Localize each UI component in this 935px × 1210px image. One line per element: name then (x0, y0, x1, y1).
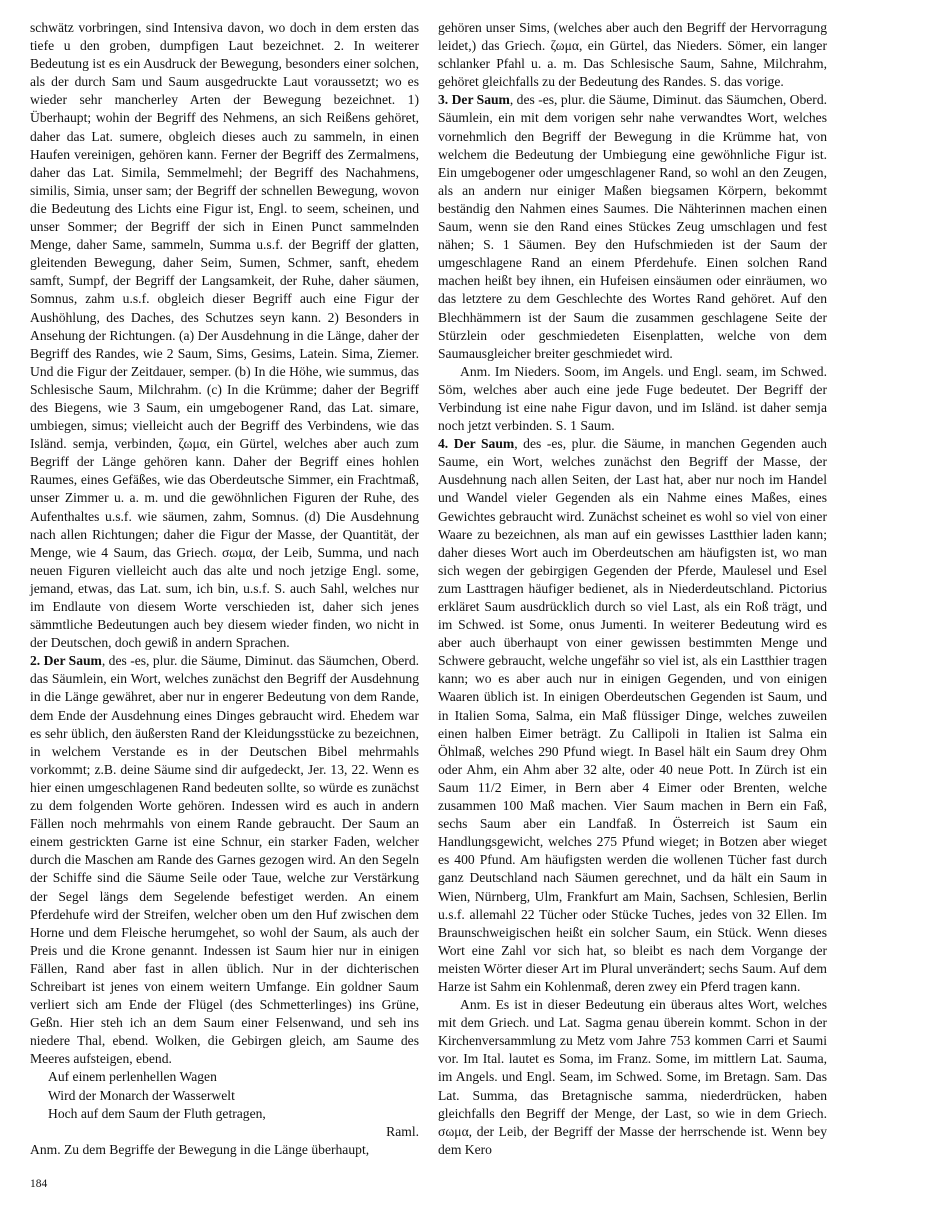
entry-note: Anm. Zu dem Begriffe der Bewegung in die Länge überhaupt, (30, 1141, 370, 1157)
verse-attribution: Raml. (386, 1123, 419, 1139)
entry-note: Anm. Es ist in dieser Bedeutung ein überaus altes Wort, welches mit dem Griech. und Lat. Sagma genau überein kommt. Schon in der Kirchenversammlung zu Metz vom Jahre 753 kommen Carri et Saumi vor. Im Ital. lautet es Soma, im Franz. Some, im mittlern Lat. Sauma, im Angels. und Engl. Seam, im Schwed. Some, im Bretagn. Sam. Das Lat. Summa, das Bretagnische samma, niederdrücken, haben gleichfalls den Begriff der Menge, der Last, so wie in dem Griech. σωμα, der Leib, der Begriff der Masse der herrschende ist. Wenn bey dem Kero (438, 997, 827, 1157)
entry-text: die Säume, in manchen Gegenden auch Saume, ein Wort, welches zunächst den Begriff der Masse, der Ausdehnung nach allen Seiten, der Last hat, aber nur noch im Handel und Wandel vieler Gegenden als ein Nahme eines Maßes, eines Gewichtes gebraucht wird. Zunächst scheinet es wohl so viel von einer Waare zu bezeichnen, als man auf ein gewisses Lastthier laden kann; daher dieses Wort auch im Oberdeutschen am häufigsten ist, wo man sich wegen der gebirgigen Gegenden der Pferde, Maulesel und Esel zum Lasttragen häufiger bedienet, als in Niederdeutschland. Pictorius erkläret Saum ausdrücklich durch so viel Last, als ein Roß trägt, und im Schwed. ist Some, onus Jumenti. In weiterer Bedeutung wird es aber auch überhaupt von einer gewissen bestimmten Menge und Schwere gebraucht, welche ungefähr so viel ist, als ein Lastthier tragen kann; wo es aber auch nur in einigen Gegenden, und von einigen Waaren üblich ist. In einigen Oberdeutschen Gegenden ist Saum, und in Italien Soma, Salma, ein Maß flüssiger Dinge, welches zuweilen einen halben Eimer beträgt. Zu Callipoli in Italien ist Salma ein Öhlmaß, welches 290 Pfund wiegt. In Basel hält ein Saum drey Ohm oder Ahm, ein Ahm aber 32 alte, oder 40 neue Pott. In Zürch ist ein Saum 11/2 Eimer, in Bern aber 4 Eimer oder Brenten, welche zusammen 100 Maß machen. Vier Saum machen in Bern ein Faß, sechs Saum aber ein Landfaß. In Österreich ist Saum ein Handlungsgewicht, welches 275 Pfund wieget; in Botzen aber wieget es 400 Pfund. Am häufigsten werden die wollenen Tücher fast durch ganz Deutschland nach Säumen gerechnet, und da hält ein Saum in Wien, Nürnberg, Ulm, Frankfurt am Main, Sachsen, Schlesien, Berlin u.s.f. allemahl 22 Tücher oder Stücke Tuches, jedes von 32 Ellen. Im Braunschweigischen heißt ein solcher Saum, ein Stück. Wenn dieses Wort eine Zahl vor sich hat, so bleibt es nach dem Vorgange der meisten Wörter dieser Art im Plural unverändert; sechs Saum. Auf dem Harze ist Sahm ein Kohlenmaß, deren zwey ein Pferd tragen kann. (438, 436, 827, 994)
poem-quotation (30, 1068, 419, 1140)
entry-continued: gehören unser Sims, (welches aber auch den Begriff der Hervorragung leidet,) das Griech. ζωμα, ein Gürtel, das Nieders. Sömer, ein langer schlanker Pfahl u. a. m. Das Schlesische Saum, Sahne, Milchrahm, gehöret gleichfalls zu der Bedeutung des Randes. S. das vorige. (438, 20, 827, 90)
page-number: 184 (30, 1178, 48, 1190)
headword: 2. Der Saum (30, 653, 102, 669)
entry-text: die Säume, Diminut. das Säumchen, Oberd. das Säumlein, ein Wort, welches zunächst den Begriff der Ausdehnung in die Länge gewähret, aber nur in engerer Bedeutung von dem Rande, dem Ende der Ausdehnung eines Dinges gebraucht wird. Ehedem war es sehr üblich, den äußersten Rand der Kleidungsstücke zu bezeichnen, in welchem Verstande es in der Deutschen Bibel mehrmahls vorkommt; z.B. deine Säume sind dir aufgedeckt, Jer. 13, 22. Wenn es hier einen umgeschlagenen Rand bedeuten sollte, so würde es zunächst zu dem folgenden Worte gehören. Indessen wird es auch in andern Fällen noch mehrmahls von einem Rande gebraucht. Der Saum an einem gestrickten Garne ist eine Schnur, ein starker Faden, welcher durch die Maschen am Rande des Garnes gezogen wird. An den Segeln der Schiffe sind die Säume Seile oder Taue, welche zur Verstärkung der Segel längs dem Segelende befestiget werden. An einem Pferdehufe wird der Streifen, welcher oben um den Huf zwischen dem Horne und dem Fleische herumgehet, so wohl der Saum, als auch der Preis und die Krone genannt. Indessen ist Saum hier nur in einigen Fällen, Rand aber fast in allen üblich. Nur in der dichterischen Schreibart ist jenes von einem weitern Umfange. Ein goldner Saum verliert sich am Ende der Flügel (des Schmetterlinges) ins Grüne, Geßn. Hier steh ich an dem Saum einer Felsenwand, und seh ins niedere Thal, ebend. Wolken, die Gebirgen gleich, am Saume des Meeres aufsteigen, ebend. (30, 653, 420, 1067)
right-column (438, 19, 827, 1159)
verse-line: Hoch auf dem Saum der Fluth getragen, (48, 1105, 266, 1121)
entry-etymology-continued: schwätz vorbringen, sind Intensiva davon, wo doch in dem ersten das tiefe u den groben, dumpfigen Laut bezeichnet. 2. In weiterer Bedeutung ist es ein Ausdruck der Bewegung, besonders einer solchen, als der durch Sam und Saum ausgedruckte Laut voraussetzt; wo es wieder sehr mancherley Arten der Bewegung bezeichnet. 1) Überhaupt; wohin der Begriff des Nehmens, an sich Reißens gehöret, daher das Lat. sumere, obgleich dieses auch zu sammeln, in einen Haufen vereinigen, gehören kann. Ferner der Begriff des Zermalmens, daher das Lat. Simila, Semmelmehl; der Begriff des Nachahmens, similis, Simia, unser sam; der Begriff der schnellen Bewegung, wovon die Bedeutung des Lichts eine Figur ist, Engl. to seem, scheinen, und unser Sommer; der Begriff der sich in Einen Punct sammelnden Menge, daher Same, sammeln, Summa u.s.f. der Begriff der glatten, gleitenden Bewegung, daher Seim, Sumen, Schmer, sanft, ehedem samft, Sumpf, der Begriff der Langsamkeit, der Ruhe, daher säumen, Somnus, zahm u.s.f. obgleich dieser Begriff auch eine Figur der Aushöhlung, des Daches, des Schutzes seyn kann. 2) Besonders in Ansehung der Richtungen. (a) Der Ausdehnung in die Länge, daher der Begriff des Randes, wie 2 Saum, Sims, Gesims, Latein. Sima, Ziemer. Und die Figur der Zeitdauer, semper. (b) In die Höhe, wie summus, das Schlesische Saum, Milchrahm. (c) In die Krümme; daher der Begriff des Biegens, wie 3 Saum, ein umgebogener Rand, das Lat. simare, umbiegen, simus; vielleicht auch der Begriff des Verbindens, wie das Isländ. semja, verbinden, ζωμα, ein Gürtel, welches aber auch zum Begriff der Länge gehören kann. Daher der Begriff eines hohlen Raumes, eines Gefäßes, wie das Oberdeutsche Simmer, ein Frachtmaß, unser Zimmer u. a. m. und die gewöhnlichen Figuren der Ruhe, des Aufenthaltes u.s.f. wie säumen, zahm, Somnus. (d) Die Ausdehnung nach allen Richtungen; daher die Figur der Masse, der Quantität, der Menge, wie 4 Saum, das Griech. σωμα, der Leib, Summa, und nach neuen Figuren vielleicht auch das alte und noch jetzige Engl. some, jemand, etwas, das Lat. sum, ich bin, u.s.f. S. auch Sahl, welches nur im Endlaute von diesem Worte verschieden ist, daher sich jenes sämmtliche Bedeutungen auch bey diesem wieder finden, wo nicht in der Deutschen, doch gewiß in andern Sprachen. (30, 20, 419, 651)
entry-saum-4 (438, 435, 827, 996)
entry-saum-3 (438, 91, 827, 362)
grammar-info: , des -es, plur. (101, 653, 178, 669)
verse-line: Wird der Monarch der Wasserwelt (48, 1087, 235, 1103)
entry-saum-2 (30, 652, 419, 1068)
headword: 3. Der Saum (438, 92, 510, 108)
grammar-info: , des -es, plur. (514, 436, 597, 452)
grammar-info: , des -es, plur. (509, 92, 586, 108)
left-column (30, 19, 419, 1159)
verse-line: Auf einem perlenhellen Wagen (48, 1069, 217, 1085)
headword: 4. Der Saum (438, 436, 515, 452)
entry-note: Anm. Im Nieders. Soom, im Angels. und Engl. seam, im Schwed. Söm, welches aber auch eine jede Fuge bedeutet. Der Begriff der Verbindung ist eine nahe Figur davon, und im Isländ. ist daher semja noch jetzt verbinden. S. 1 Saum. (438, 363, 827, 434)
entry-text: die Säume, Diminut. das Säumchen, Oberd. Säumlein, ein mit dem vorigen sehr nahe verwandtes Wort, welches vornehmlich den Begriff der Bewegung in die Krümme hat, von welchem die Bedeutung der Umbiegung eine gewöhnliche Figur ist. Ein umgebogener oder umgeschlagener Rand, so wohl an den Zeugen, als an andern nur einiger Maßen biegsamen Körpern, bekommt beständig den Nahmen eines Saumes. Die Nähterinnen machen einen Saum, wenn sie den Rand eines Stückes Zeug umschlagen und fest nähen; S. 1 Säumen. Bey den Hufschmieden ist der Saum der umgeschlagene Rand an einem Pferdehufe. Einen solchen Rand machen heißt bey ihnen, ein Hufeisen einsäumen oder einräumen, wo das letztere zu dem Geschlechte des Wortes Rand gehöret. Auf den Blechhämmern ist der Saum die zusammen geschlagene Seite der Stürzlein oder geschmiedeten Eisenplatten, welche von dem Saumausgleicher breiter geschmiedet wird. (438, 92, 828, 361)
